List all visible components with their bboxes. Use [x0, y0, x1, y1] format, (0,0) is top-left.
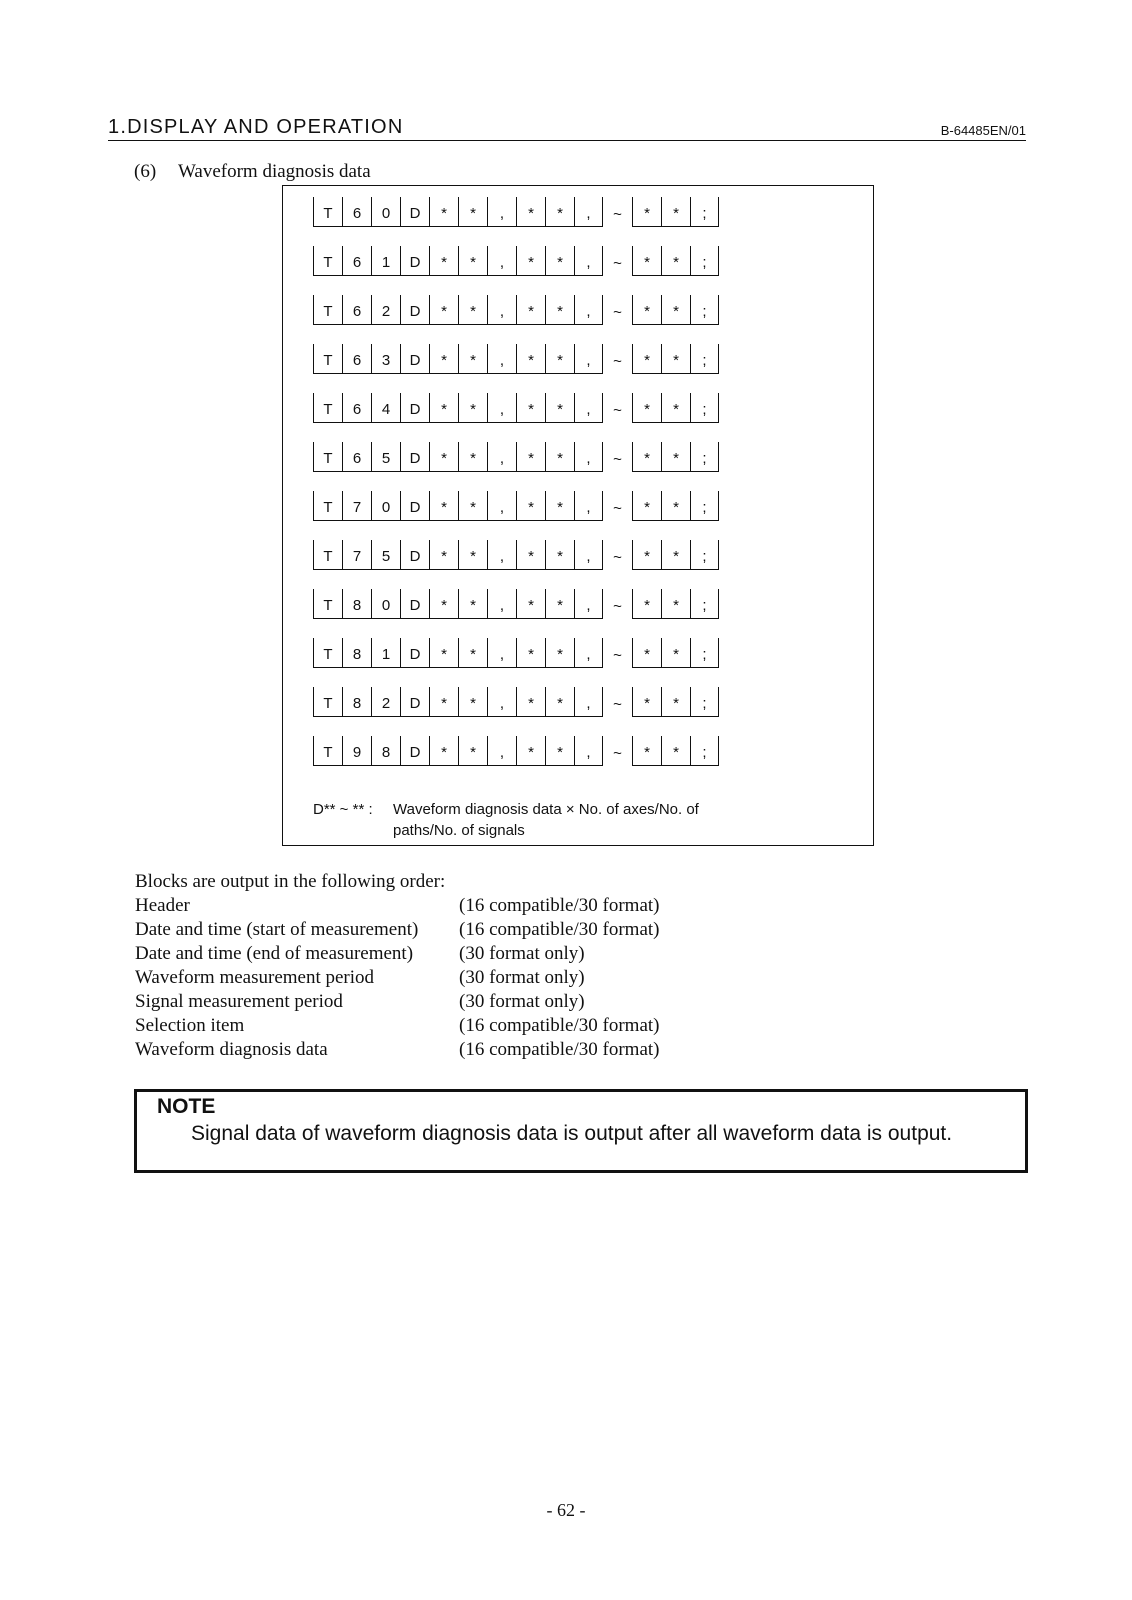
output-order-intro: Blocks are output in the following order:: [135, 871, 446, 892]
output-order-item: [135, 1014, 660, 1038]
block-char-cell: D: [400, 344, 429, 374]
block-char-cell: 6: [342, 295, 371, 325]
block-char-cell: *: [516, 638, 545, 668]
block-char-cell: *: [516, 540, 545, 570]
block-char-cell: ,: [574, 589, 603, 619]
block-char-cell: ~: [613, 549, 622, 566]
block-char-cell: T: [313, 540, 342, 570]
block-char-cell: ,: [574, 687, 603, 717]
block-char-cell: *: [632, 246, 661, 276]
block-char-cell: *: [632, 638, 661, 668]
block-char-cell: D: [400, 736, 429, 766]
block-char-cell: D: [400, 393, 429, 423]
block-name: Signal measurement period: [135, 991, 343, 1012]
block-char-cell: ;: [690, 442, 719, 472]
block-char-cell: ~: [613, 451, 622, 468]
block-char-cell: D: [400, 540, 429, 570]
section-heading: [134, 161, 371, 183]
chapter-title: 1.DISPLAY AND OPERATION: [108, 116, 404, 138]
block-char-cell: 6: [342, 442, 371, 472]
block-char-cell: *: [429, 442, 458, 472]
block-char-cell: ,: [574, 246, 603, 276]
block-char-cell: T: [313, 344, 342, 374]
block-char-cell: *: [632, 442, 661, 472]
block-char-cell: *: [632, 393, 661, 423]
block-char-cell: ,: [574, 638, 603, 668]
block-char-cell: 0: [371, 197, 400, 227]
block-char-cell: ,: [487, 197, 516, 227]
block-char-cell: 7: [342, 491, 371, 521]
block-char-cell: D: [400, 687, 429, 717]
block-char-cell: ;: [690, 491, 719, 521]
block-char-cell: *: [661, 295, 690, 325]
block-char-cell: *: [429, 393, 458, 423]
block-char-cell: 7: [342, 540, 371, 570]
block-char-cell: 5: [371, 442, 400, 472]
block-char-cell: D: [400, 491, 429, 521]
output-order-item: [135, 966, 660, 990]
block-char-cell: ~: [613, 402, 622, 419]
block-char-cell: ,: [487, 295, 516, 325]
note-text: Signal data of waveform diagnosis data is output after all waveform data is output.: [191, 1122, 953, 1145]
block-char-cell: ;: [690, 638, 719, 668]
block-char-cell: 9: [342, 736, 371, 766]
block-char-cell: ~: [613, 598, 622, 615]
block-char-cell: *: [545, 687, 574, 717]
block-char-cell: *: [632, 197, 661, 227]
block-char-cell: 6: [342, 246, 371, 276]
block-char-cell: *: [458, 638, 487, 668]
block-char-cell: *: [516, 344, 545, 374]
block-char-cell: ;: [690, 344, 719, 374]
block-name: Date and time (start of measurement): [135, 919, 419, 940]
block-char-cell: *: [458, 736, 487, 766]
block-char-cell: *: [516, 687, 545, 717]
block-char-cell: *: [516, 442, 545, 472]
block-char-cell: *: [632, 295, 661, 325]
block-char-cell: 5: [371, 540, 400, 570]
block-char-cell: *: [632, 491, 661, 521]
block-char-cell: *: [545, 589, 574, 619]
block-char-cell: ~: [613, 745, 622, 762]
block-name: Waveform measurement period: [135, 967, 375, 988]
block-char-cell: T: [313, 246, 342, 276]
block-char-cell: *: [458, 540, 487, 570]
block-char-cell: *: [458, 197, 487, 227]
block-char-cell: T: [313, 589, 342, 619]
block-format: (30 format only): [459, 991, 585, 1012]
block-char-cell: ~: [613, 206, 622, 223]
block-char-cell: *: [429, 344, 458, 374]
block-char-cell: 8: [342, 589, 371, 619]
block-name: Waveform diagnosis data: [135, 1039, 328, 1060]
block-char-cell: ;: [690, 246, 719, 276]
block-char-cell: *: [545, 736, 574, 766]
block-char-cell: ;: [690, 197, 719, 227]
section-number: (6): [134, 161, 157, 182]
block-char-cell: *: [632, 589, 661, 619]
block-char-cell: 0: [371, 589, 400, 619]
format-diagram: [282, 185, 874, 846]
block-char-cell: ;: [690, 393, 719, 423]
block-format: (30 format only): [459, 943, 585, 964]
block-char-cell: *: [458, 246, 487, 276]
block-char-cell: ~: [613, 696, 622, 713]
document-code: B-64485EN/01: [940, 123, 1026, 138]
block-char-cell: *: [516, 246, 545, 276]
block-char-cell: *: [632, 540, 661, 570]
block-char-cell: 6: [342, 393, 371, 423]
note-title: NOTE: [157, 1095, 216, 1118]
block-char-cell: *: [429, 540, 458, 570]
block-char-cell: *: [545, 344, 574, 374]
output-order-item: [135, 1038, 660, 1062]
block-char-cell: ,: [487, 491, 516, 521]
block-char-cell: D: [400, 295, 429, 325]
output-order-item: [135, 918, 660, 942]
legend-key: D** ~ ** :: [313, 801, 373, 818]
block-char-cell: *: [458, 687, 487, 717]
block-char-cell: *: [545, 246, 574, 276]
block-char-cell: *: [429, 491, 458, 521]
block-char-cell: *: [661, 197, 690, 227]
block-char-cell: *: [545, 393, 574, 423]
block-char-cell: *: [458, 295, 487, 325]
block-char-cell: ;: [690, 540, 719, 570]
block-char-cell: *: [661, 540, 690, 570]
block-char-cell: *: [661, 589, 690, 619]
block-char-cell: *: [661, 687, 690, 717]
block-char-cell: ,: [574, 295, 603, 325]
output-order-item: [135, 990, 660, 1014]
block-char-cell: ;: [690, 736, 719, 766]
block-char-cell: ,: [487, 246, 516, 276]
output-order-list: [135, 894, 660, 1062]
block-char-cell: ,: [487, 687, 516, 717]
block-char-cell: T: [313, 687, 342, 717]
block-char-cell: *: [545, 491, 574, 521]
block-char-cell: *: [458, 344, 487, 374]
block-char-cell: *: [516, 295, 545, 325]
block-char-cell: T: [313, 491, 342, 521]
output-order-item: [135, 942, 660, 966]
block-char-cell: *: [661, 442, 690, 472]
legend-text-line1: Waveform diagnosis data × No. of axes/No. of: [393, 801, 699, 818]
block-char-cell: *: [458, 442, 487, 472]
block-char-cell: 1: [371, 638, 400, 668]
block-char-cell: D: [400, 638, 429, 668]
output-order-item: [135, 894, 660, 918]
block-char-cell: *: [458, 491, 487, 521]
block-char-cell: *: [545, 442, 574, 472]
block-char-cell: 8: [342, 687, 371, 717]
block-char-cell: *: [545, 197, 574, 227]
block-name: Header: [135, 895, 190, 916]
legend-text-line2: paths/No. of signals: [393, 822, 525, 839]
block-char-cell: 1: [371, 246, 400, 276]
block-char-cell: T: [313, 295, 342, 325]
block-char-cell: T: [313, 197, 342, 227]
block-char-cell: *: [458, 589, 487, 619]
diagram-legend: [313, 799, 699, 841]
block-char-cell: *: [632, 344, 661, 374]
block-char-cell: *: [632, 736, 661, 766]
block-char-cell: *: [661, 393, 690, 423]
block-char-cell: ,: [574, 344, 603, 374]
block-char-cell: D: [400, 197, 429, 227]
block-char-cell: *: [545, 638, 574, 668]
block-name: Date and time (end of measurement): [135, 943, 414, 964]
block-char-cell: *: [545, 540, 574, 570]
block-char-cell: *: [429, 246, 458, 276]
block-char-cell: 4: [371, 393, 400, 423]
block-char-cell: T: [313, 736, 342, 766]
block-char-cell: ~: [613, 255, 622, 272]
block-char-cell: ,: [487, 393, 516, 423]
block-char-cell: D: [400, 246, 429, 276]
block-char-cell: *: [516, 736, 545, 766]
block-format: (16 compatible/30 format): [459, 895, 660, 916]
block-char-cell: *: [516, 197, 545, 227]
block-char-cell: ~: [613, 500, 622, 517]
page-header: [108, 116, 1026, 141]
block-char-cell: ~: [613, 353, 622, 370]
page-number: - 62 -: [546, 1500, 586, 1520]
block-name: Selection item: [135, 1015, 245, 1036]
block-char-cell: T: [313, 442, 342, 472]
block-format: (16 compatible/30 format): [459, 919, 660, 940]
block-char-cell: *: [429, 687, 458, 717]
block-char-cell: 2: [371, 295, 400, 325]
block-char-cell: ,: [487, 589, 516, 619]
block-char-cell: 2: [371, 687, 400, 717]
block-char-cell: ,: [574, 442, 603, 472]
block-char-cell: *: [458, 393, 487, 423]
block-char-cell: ,: [487, 540, 516, 570]
block-char-cell: ,: [487, 736, 516, 766]
block-char-cell: ;: [690, 687, 719, 717]
block-char-cell: 8: [342, 638, 371, 668]
block-char-cell: *: [545, 295, 574, 325]
block-char-cell: D: [400, 589, 429, 619]
block-char-cell: *: [661, 638, 690, 668]
block-char-cell: ,: [574, 491, 603, 521]
block-char-cell: *: [661, 736, 690, 766]
block-char-cell: *: [516, 491, 545, 521]
block-char-cell: *: [429, 197, 458, 227]
block-char-cell: ,: [574, 393, 603, 423]
block-char-cell: *: [661, 491, 690, 521]
block-char-cell: *: [429, 295, 458, 325]
block-char-cell: ~: [613, 304, 622, 321]
block-char-cell: *: [516, 393, 545, 423]
section-title: Waveform diagnosis data: [178, 161, 371, 182]
block-char-cell: *: [661, 344, 690, 374]
block-char-cell: *: [429, 589, 458, 619]
block-char-cell: ,: [574, 736, 603, 766]
block-char-cell: 6: [342, 197, 371, 227]
block-char-cell: ;: [690, 295, 719, 325]
output-order: [135, 870, 660, 1062]
block-format: (16 compatible/30 format): [459, 1039, 660, 1060]
block-char-cell: ,: [487, 344, 516, 374]
block-char-cell: ,: [574, 540, 603, 570]
block-char-cell: *: [632, 687, 661, 717]
block-char-cell: *: [661, 246, 690, 276]
block-char-cell: *: [429, 638, 458, 668]
block-char-cell: 8: [371, 736, 400, 766]
block-char-cell: *: [429, 736, 458, 766]
block-char-cell: *: [516, 589, 545, 619]
block-char-cell: 0: [371, 491, 400, 521]
block-char-cell: ,: [574, 197, 603, 227]
block-char-cell: ~: [613, 647, 622, 664]
block-char-cell: ;: [690, 589, 719, 619]
block-format: (30 format only): [459, 967, 585, 988]
block-char-cell: ,: [487, 442, 516, 472]
block-char-cell: T: [313, 393, 342, 423]
block-char-cell: D: [400, 442, 429, 472]
block-char-cell: 3: [371, 344, 400, 374]
block-format: (16 compatible/30 format): [459, 1015, 660, 1036]
block-char-cell: ,: [487, 638, 516, 668]
block-char-cell: 6: [342, 344, 371, 374]
block-char-cell: T: [313, 638, 342, 668]
note-box: [134, 1089, 1028, 1173]
